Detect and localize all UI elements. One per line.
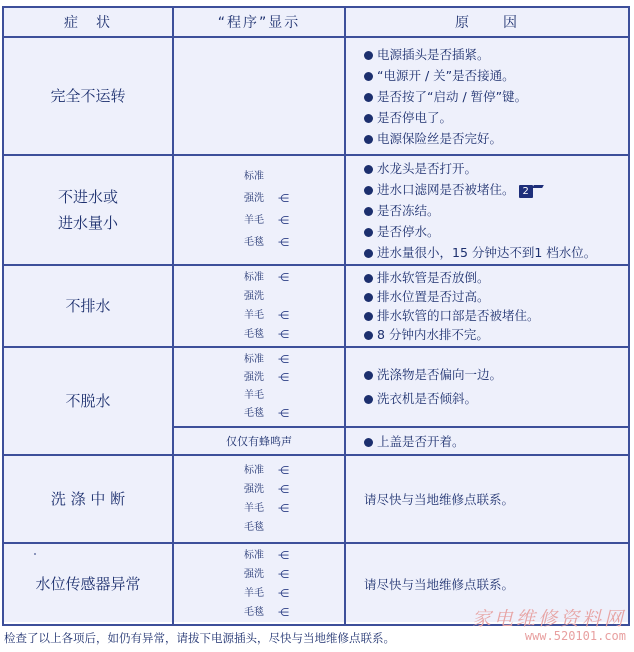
- bullet-icon: [364, 293, 373, 302]
- program-indicator: 标准 ⋲: [244, 351, 344, 369]
- bullet-icon: [364, 274, 373, 283]
- display-cell: [173, 347, 345, 427]
- program-indicator: 强洗: [244, 291, 264, 302]
- symptom-cell: [3, 543, 173, 625]
- badge-tail-icon: [532, 185, 544, 188]
- indicator-mark-icon: ⋲: [278, 353, 289, 366]
- program-indicator: 羊毛 ⋲: [244, 499, 344, 518]
- cause-list: [346, 268, 628, 344]
- list-item: 排水软管的口部是否被堵住。: [364, 306, 628, 325]
- indicator-mark-icon: ⋲: [278, 371, 289, 384]
- troubleshooting-table: [2, 6, 630, 626]
- symptom-text: 完全不运转: [50, 87, 126, 105]
- symptom-cell: [3, 455, 173, 543]
- cause-list: [346, 363, 628, 411]
- list-item: 上盖是否开着。: [364, 431, 628, 452]
- symptom-cell: [3, 265, 173, 347]
- bullet-icon: [364, 186, 373, 195]
- program-indicator-list: [174, 268, 344, 344]
- list-item: 洗涤物是否偏向一边。: [364, 363, 628, 387]
- display-cell: [173, 37, 345, 155]
- list-item: 是否停水。: [364, 221, 628, 242]
- contact-service-text: 请尽快与当地维修点联系。: [364, 492, 515, 507]
- list-item: 进水口滤网是否被堵住。 2: [364, 179, 628, 200]
- bullet-icon: [364, 93, 373, 102]
- indicator-mark-icon: ⋲: [278, 606, 289, 619]
- table-header-row: [3, 7, 629, 37]
- program-indicator: 强洗 ⋲: [244, 480, 344, 499]
- table-row: [3, 265, 629, 347]
- footnote: 检查了以上各项后，如仍有异常，请拔下电源插头，尽快与当地维修点联系。: [4, 631, 395, 645]
- program-indicator: 毛毯 ⋲: [244, 232, 344, 254]
- list-item: 电源保险丝是否完好。: [364, 128, 628, 149]
- bullet-icon: [364, 228, 373, 237]
- bullet-icon: [364, 72, 373, 81]
- watermark-url: www.520101.com: [524, 629, 626, 643]
- program-indicator: 强洗 ⋲: [244, 565, 344, 584]
- cause-cell: [345, 427, 629, 455]
- bullet-icon: [364, 312, 373, 321]
- bullet-icon: [364, 371, 373, 380]
- indicator-mark-icon: ⋲: [278, 328, 289, 341]
- bullet-icon: [364, 395, 373, 404]
- header-cause: 原 因: [345, 7, 629, 37]
- indicator-mark-icon: ⋲: [278, 407, 289, 420]
- symptom-cell: [3, 347, 173, 455]
- program-indicator-list: [174, 351, 344, 423]
- page-ref-badge: 2: [519, 185, 533, 198]
- program-indicator-list: [174, 546, 344, 622]
- program-indicator: 毛毯: [244, 522, 264, 533]
- bullet-icon: [364, 249, 373, 258]
- program-indicator: 强洗 ⋲: [244, 369, 344, 387]
- list-item: 进水量很小，15 分钟达不到1 档水位。: [364, 242, 628, 263]
- program-indicator: 羊毛: [244, 390, 264, 401]
- indicator-mark-icon: ⋲: [278, 214, 289, 227]
- program-indicator: 标准 ⋲: [244, 461, 344, 480]
- list-item: 是否停电了。: [364, 107, 628, 128]
- bullet-icon: [364, 135, 373, 144]
- display-cell: [173, 427, 345, 455]
- cause-cell: [345, 37, 629, 155]
- indicator-mark-icon: ⋲: [278, 192, 289, 205]
- contact-service-text: 请尽快与当地维修点联系。: [364, 577, 515, 592]
- cause-cell: [345, 155, 629, 265]
- display-cell: [173, 543, 345, 625]
- list-item: 水龙头是否打开。: [364, 158, 628, 179]
- program-indicator: 羊毛 ⋲: [244, 210, 344, 232]
- watermark-site-name: 家电维修资料网: [471, 608, 626, 630]
- cause-cell: [345, 455, 629, 543]
- table-row: [3, 37, 629, 155]
- program-indicator: 标准 ⋲: [244, 546, 344, 565]
- cause-list: [346, 158, 628, 263]
- table-row: [3, 455, 629, 543]
- indicator-mark-icon: ⋲: [278, 549, 289, 562]
- program-indicator: 毛毯 ⋲: [244, 603, 344, 622]
- symptom-text: 水位传感器异常: [35, 575, 141, 593]
- display-cell: [173, 455, 345, 543]
- indicator-mark-icon: ⋲: [278, 271, 289, 284]
- indicator-mark-icon: ⋲: [278, 236, 289, 249]
- program-indicator: 标准: [244, 171, 264, 182]
- header-display: “程序”显示: [173, 7, 345, 37]
- table-row: [3, 155, 629, 265]
- list-item: 排水位置是否过高。: [364, 287, 628, 306]
- indicator-mark-icon: ⋲: [278, 568, 289, 581]
- program-indicator: 羊毛 ⋲: [244, 584, 344, 603]
- indicator-mark-icon: ⋲: [278, 483, 289, 496]
- symptom-text: 不脱水: [65, 392, 111, 410]
- list-item: 是否按了“启动 / 暂停”键。: [364, 86, 628, 107]
- bullet-icon: [364, 438, 373, 447]
- list-item: 排水软管是否放倒。: [364, 268, 628, 287]
- bullet-icon: [364, 331, 373, 340]
- bullet-icon: [364, 207, 373, 216]
- table-row: [3, 347, 629, 427]
- cause-list: [346, 44, 628, 149]
- cause-cell: [345, 265, 629, 347]
- list-item: 电源插头是否插紧。: [364, 44, 628, 65]
- symptom-text: 不排水: [65, 297, 111, 315]
- list-item: “电源开 / 关”是否接通。: [364, 65, 628, 86]
- bullet-icon: [364, 165, 373, 174]
- indicator-mark-icon: ⋲: [278, 464, 289, 477]
- program-indicator-list: [174, 461, 344, 537]
- program-indicator: 羊毛 ⋲: [244, 306, 344, 325]
- indicator-mark-icon: ⋲: [278, 309, 289, 322]
- bullet-icon: [364, 51, 373, 60]
- program-indicator: 标准 ⋲: [244, 268, 344, 287]
- cause-list: [346, 431, 628, 452]
- bullet-icon: [364, 114, 373, 123]
- beep-only-text: 仅仅有蜂鸣声: [226, 435, 292, 448]
- symptom-text: 洗 涤 中 断: [50, 490, 126, 508]
- cause-cell: [345, 347, 629, 427]
- symptom-cell: [3, 155, 173, 265]
- list-item: 8 分钟内水排不完。: [364, 325, 628, 344]
- header-symptom: 症 状: [3, 7, 173, 37]
- display-cell: [173, 155, 345, 265]
- scan-speck: [34, 553, 36, 555]
- list-item: 是否冻结。: [364, 200, 628, 221]
- symptom-text: 进水量小: [57, 214, 118, 232]
- program-indicator: 毛毯 ⋲: [244, 325, 344, 344]
- symptom-text: 不进水或: [57, 188, 118, 206]
- watermark: [472, 604, 626, 643]
- list-item: 洗衣机是否倾斜。: [364, 387, 628, 411]
- indicator-mark-icon: ⋲: [278, 502, 289, 515]
- program-indicator-list: [174, 166, 344, 254]
- indicator-mark-icon: ⋲: [278, 587, 289, 600]
- display-cell: [173, 265, 345, 347]
- program-indicator: 毛毯 ⋲: [244, 405, 344, 423]
- symptom-cell: [3, 37, 173, 155]
- program-indicator: 强洗 ⋲: [244, 188, 344, 210]
